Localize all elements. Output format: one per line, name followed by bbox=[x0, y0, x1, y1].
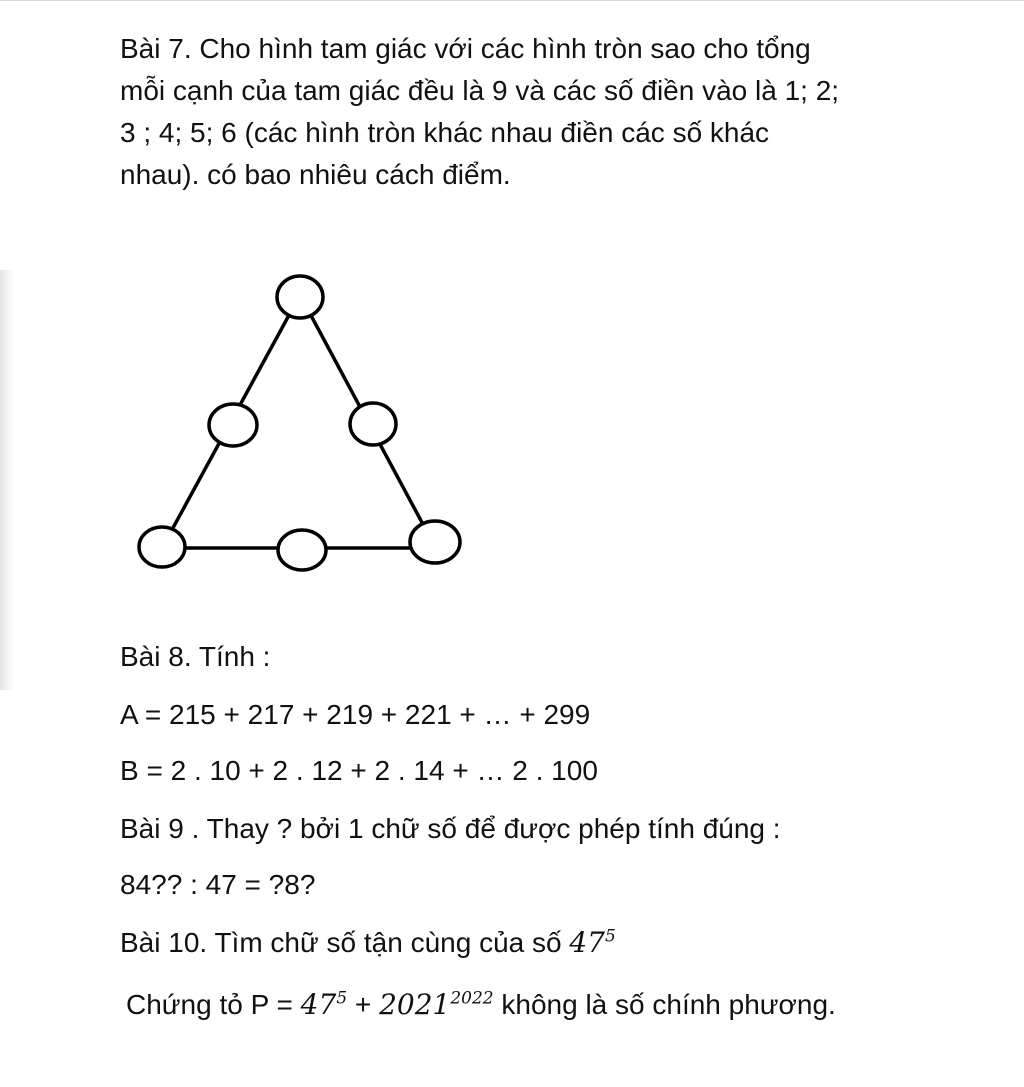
proof-suffix: không là số chính phương. bbox=[493, 989, 836, 1020]
bai8-expression-a: A = 215 + 217 + 219 + 221 + … + 299 bbox=[120, 699, 591, 730]
bai7-line-3: 3 ; 4; 5; 6 (các hình tròn khác nhau điền các số khác bbox=[120, 117, 770, 148]
circle-bottom-middle bbox=[278, 530, 326, 570]
page-top-border bbox=[0, 0, 1024, 1]
bai9-expression: 84?? : 47 = ?8? bbox=[120, 869, 316, 900]
circle-top bbox=[277, 276, 323, 318]
proof-base-2021: 2021 bbox=[379, 988, 451, 1021]
bai8-title: Bài 8. Tính : bbox=[120, 641, 271, 672]
circle-right-middle bbox=[350, 403, 396, 445]
bai7-line-1: Bài 7. Cho hình tam giác với các hình tròn sao cho tổng bbox=[120, 33, 811, 64]
bai7-line-2: mỗi cạnh của tam giác đều là 9 và các số điền vào là 1; 2; bbox=[120, 75, 840, 106]
bai7-line-4: nhau). có bao nhiêu cách điểm. bbox=[120, 159, 511, 190]
circle-left-middle bbox=[209, 404, 257, 446]
triangle-circles-diagram bbox=[130, 270, 470, 590]
bai8-expression-b: B = 2 . 10 + 2 . 12 + 2 . 14 + … 2 . 100 bbox=[120, 755, 598, 786]
proof-exp-5: 5 bbox=[336, 988, 348, 1009]
bai9-title: Bài 9 . Thay ? bởi 1 chữ số để được phép tính đúng : bbox=[120, 813, 781, 844]
bai10-proof-statement bbox=[126, 984, 926, 1026]
bai10-title bbox=[120, 922, 920, 964]
bai7-paragraph bbox=[120, 28, 910, 196]
bai10-title-text: Bài 10. Tìm chữ số tận cùng của số bbox=[120, 927, 570, 958]
bai10-power-exponent: 5 bbox=[605, 926, 616, 947]
proof-exp-2022: 2022 bbox=[450, 988, 494, 1009]
circle-bottom-left bbox=[139, 527, 185, 567]
page-edge-shadow bbox=[0, 270, 14, 690]
bai10-power-base: 47 bbox=[569, 926, 605, 959]
proof-prefix: Chứng tỏ P = bbox=[126, 989, 301, 1020]
proof-plus: + bbox=[347, 989, 380, 1020]
circle-bottom-right bbox=[410, 521, 460, 563]
proof-base-47: 47 bbox=[300, 988, 337, 1021]
